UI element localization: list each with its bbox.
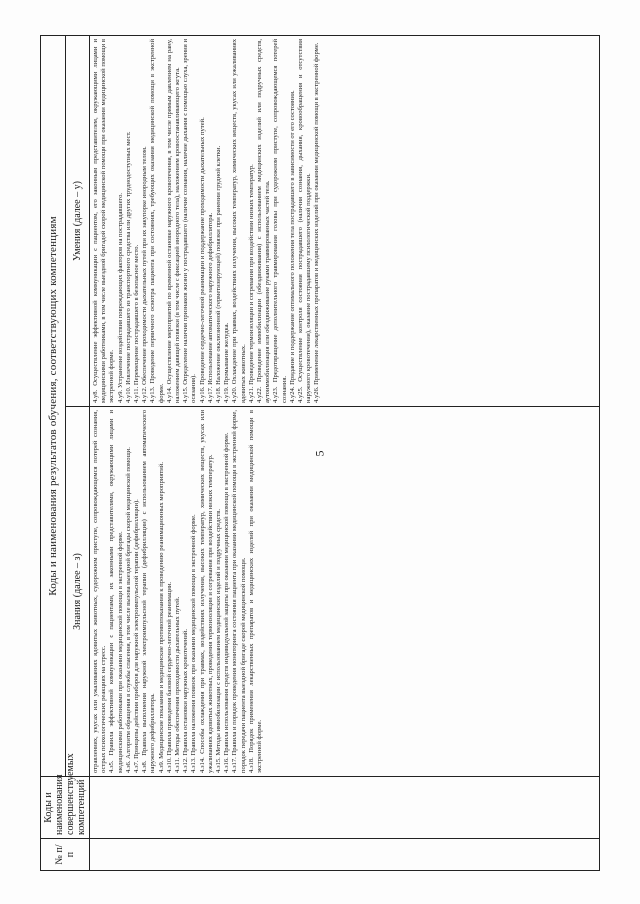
knowledge-item: 4.з16. Правила использования средств индивидуальной защиты при оказании медицинской помощи в экстренной форме. — [223, 432, 231, 773]
header-codes: Коды и наименования совершенствуемых компетенций — [41, 777, 90, 839]
skill-item: 4.у15. Определение наличия признаков жизни у пострадавшего (наличие сознания, наличие дыхания с помощью слуха, зрения и осязания). — [182, 39, 198, 403]
skill-item: 4.у11. Перемещение пострадавшего в безопасное место. — [133, 244, 141, 403]
header-skills: Умения (далее – у) — [65, 36, 90, 407]
knowledge-item: 4.з9. Медицинские показания и медицинские противопоказания к проведению реанимационных мероприятий. — [157, 461, 165, 773]
knowledge-item: 4.з8. Правила выполнения наружной электроимпульсной терапии (дефибрилляции) с использованием автоматического наружного дефибриллятора. — [141, 410, 157, 773]
skills-cell — [90, 36, 600, 407]
competency-table — [40, 35, 600, 871]
skill-item: 4.у22. Проведение иммобилизации (обездвиживания) с использованием медицинских изделий или подручных средств, аутоиммобилизация или обездвиживание руками травмированных частей тела. — [256, 39, 272, 403]
skill-item: 4.у12. Обеспечение проходимости дыхательных путей при их закупорке инородным телом. — [141, 146, 149, 403]
skill-item: 4.у10. Извлечение пострадавшего из транспортного средства или других труднодоступных мест. — [124, 131, 132, 403]
knowledge-item: 4.з13. Правила наложения повязок при оказании медицинской помощи в экстренной форме. — [190, 514, 198, 773]
skill-item: 4.у14. Осуществление мероприятий по временной остановке наружного кровотечения, в том числе прямым давлением на рану, наложением давящей повязки (в том числе с фиксацией инородного тела), наложением кровоостанавливающего жгута. — [165, 39, 182, 403]
cell-number — [90, 839, 600, 871]
knowledge-cell — [90, 407, 600, 777]
skill-item: 4.у16. Проведение сердечно-легочной реанимации и поддержание проходимости дыхательных путей. — [198, 117, 206, 403]
skill-item: 4.у8. Осуществление эффективной коммуникации с пациентом, его законным представителем, окружающими лицами и медицинскими работниками, в том числе выездной бригадой скорой медицинской помощи при оказании медицинской помощи в экстренной форме. — [92, 39, 116, 403]
skill-item: 4.у20. Охлаждение при травмах, воздействиях излучения, высоких температур, химических веществ, укусах или ужаливаниях ядовитых животных. — [231, 39, 247, 403]
skill-item: 4.у9. Устранение воздействия повреждающих факторов на пострадавшего. — [116, 192, 124, 403]
rotated-table-wrapper — [40, 36, 600, 871]
knowledge-item: 4.з11. Методы обеспечения проходимости дыхательных путей. — [174, 596, 182, 773]
knowledge-item: 4.з12. Правила остановки наружных кровотечений. — [182, 628, 190, 773]
header-number: № п/п — [41, 839, 90, 871]
skill-item: 4.у18. Наложение окклюзионной (герметизирующей) повязки при ранении грудной клетки. — [215, 145, 223, 403]
skill-item: 4.у17. Использование автоматического наружного дефибриллятора. — [206, 212, 214, 403]
cell-codes — [90, 777, 600, 839]
knowledge-item: 4.з15. Методы иммобилизации с использованием медицинских изделий и подручных средств. — [215, 508, 223, 773]
skill-item: 4.у13. Проведение первичного осмотра пациента при состояниях, требующих оказания медицинской помощи в экстренной форме. — [149, 39, 165, 403]
knowledge-item: 4.з17. Правила и порядок проведения мониторинга состояния пациента при оказании медицинской помощи в экстренной форме, порядок передачи пациента выездной бригаде скорой медицинской помощи. — [231, 410, 247, 773]
skill-item: 4.у26. Применение лекарственных препаратов и медицинских изделий при оказании медицинской помощи в экстренной форме. — [313, 42, 321, 403]
skill-item: 4.у23. Предотвращение дополнительного травмирования головы при судорожном приступе, сопровождающемся потерей сознания. — [272, 39, 288, 403]
skill-item: 4.у24. Придание и поддержание оптимального положения тела пострадавшего в зависимости от его состояния. — [288, 90, 296, 403]
skill-item: 4.у19. Промывание желудка. — [223, 322, 231, 403]
knowledge-item: 4.з14. Способы охлаждения при травмах, воздействиях излучения, высоких температур, химических веществ, укусах или ужаливаниях ядовитых животных, проведения термоизоляции и согревания при воздействии низких температур. — [198, 410, 214, 773]
knowledge-item: 4.з5. Правила эффективной коммуникации с пациентами, их законными представителями, окружающими лицами и медицинскими работниками при оказании медицинской помощи в экстренной форме. — [108, 410, 124, 773]
knowledge-item: 4.з18. Порядок применения лекарственных препаратов и медицинских изделий при оказании медицинской помощи в экстренной форме. — [247, 410, 264, 773]
skill-item: 4.у21. Проведение термоизоляции и согревания при воздействии низких температур. — [247, 164, 255, 403]
skill-item: 4.у25. Осуществление контроля состояния пострадавшего (наличия сознания, дыхания, кровообращения и отсутствия наружного кровотечения), оказание пострадавшему психологической поддержки. — [297, 39, 313, 403]
knowledge-item: 4.з6. Алгоритм обращения в службы спасения, в том числе вызова выездной бригады скорой медицинской помощи. — [124, 447, 132, 773]
knowledge-item: 4.з7. Принципы действия приборов для наружной электроимпульсной терапии (дефибрилляции). — [133, 499, 141, 773]
page-number: 5 — [312, 450, 327, 457]
header-results-group: Коды и наименования результатов обучения, соответствующих компетенциям — [41, 36, 66, 777]
knowledge-item: 4.з10. Правила проведения базовой сердечно-легочной реанимации. — [165, 581, 173, 773]
header-knowledge: Знания (далее – з) — [65, 407, 90, 777]
knowledge-item: отравлениях, укусах или ужаливаниях ядовитых животных, судорожном приступе, сопровождающемся потерей сознания, острых психологических реакциях на стресс. — [92, 410, 108, 773]
